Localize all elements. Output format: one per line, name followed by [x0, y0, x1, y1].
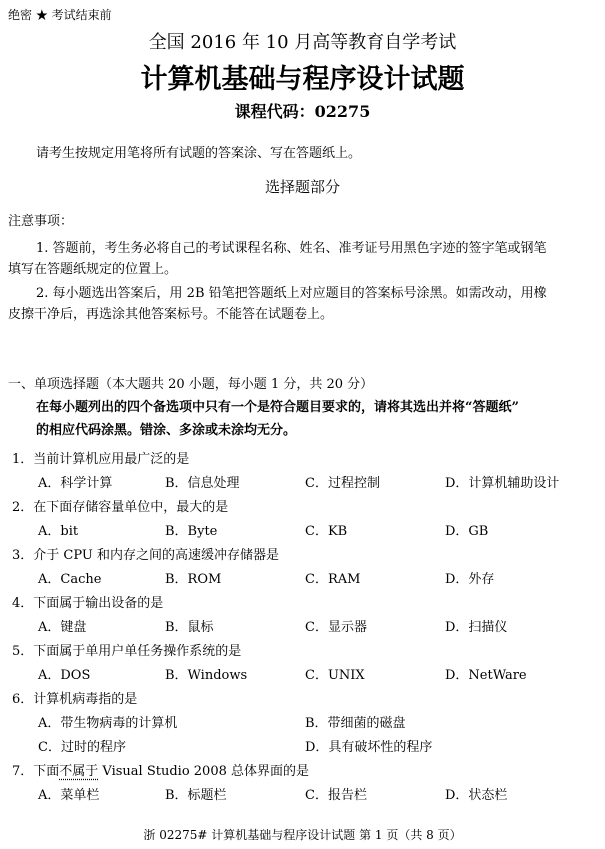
option-d: D．状态栏 [445, 788, 508, 803]
option-a: A．键盘 [38, 620, 87, 635]
note-line: 1. 答题前，考生务必将自己的考试课程名称、姓名、准考证号用黑色字迹的签字笔或钢笔 [36, 241, 547, 256]
question-stem [12, 760, 309, 779]
question-stem-suffix: Visual Studio 2008 总体界面的是 [98, 764, 309, 779]
note-line: 填写在答题纸规定的位置上。 [8, 262, 178, 277]
course-code: 课程代码：02275 [234, 102, 371, 121]
option-d: D．具有破坏性的程序 [305, 740, 433, 755]
part1-title: 一、单项选择题（本大题共 20 小题，每小题 1 分，共 20 分） [8, 377, 374, 392]
question-stem: 1．当前计算机应用最广泛的是 [12, 452, 190, 467]
option-c: C．RAM [305, 572, 361, 587]
option-b: B．标题栏 [165, 788, 227, 803]
section-heading: 选择题部分 [264, 178, 340, 196]
option-a: A．带生物病毒的计算机 [38, 716, 178, 731]
option-c: C．过程控制 [305, 476, 380, 491]
option-b: B．信息处理 [165, 476, 240, 491]
option-a: A．科学计算 [38, 476, 113, 491]
option-c: C．显示器 [305, 620, 367, 635]
question-stem: 2．在下面存储容量单位中，最大的是 [12, 500, 229, 515]
option-d: D．GB [445, 524, 489, 539]
option-c: C．过时的程序 [38, 740, 126, 755]
option-d: D．扫描仪 [445, 620, 508, 635]
option-b: B．鼠标 [165, 620, 214, 635]
note-line: 皮擦干净后，再选涂其他答案标号。不能答在试题卷上。 [8, 307, 334, 322]
secret-mark: 绝密 ★ 考试结束前 [8, 8, 112, 22]
option-a: A．DOS [38, 668, 91, 683]
option-a: A．bit [38, 524, 79, 539]
option-c: C．UNIX [305, 668, 365, 683]
exam-title: 全国 2016 年 10 月高等教育自学考试 [148, 32, 457, 53]
page-footer: 浙 02275# 计算机基础与程序设计试题 第 1 页（共 8 页） [143, 828, 462, 842]
option-c: C．报告栏 [305, 788, 367, 803]
question-stem-prefix: 7．下面 [12, 764, 60, 779]
option-b: B．带细菌的磁盘 [305, 716, 406, 731]
emphasis-text: 不属于 [59, 764, 99, 779]
part1-instruction: 的相应代码涂黑。错涂、多涂或未涂均无分。 [36, 423, 297, 438]
option-a: A．菜单栏 [38, 788, 100, 803]
part1-instruction: 在每小题列出的四个备选项中只有一个是符合题目要求的，请将其选出并将“答题纸” [36, 400, 519, 415]
question-stem: 4．下面属于输出设备的是 [12, 596, 164, 611]
intro-text: 请考生按规定用笔将所有试题的答案涂、写在答题纸上。 [36, 146, 362, 161]
question-stem: 3．介于 CPU 和内存之间的高速缓冲存储器是 [12, 548, 279, 563]
option-d: D．外存 [445, 572, 495, 587]
option-d: D．NetWare [445, 668, 527, 683]
notes-heading: 注意事项： [8, 214, 74, 229]
option-b: B．Byte [165, 524, 218, 539]
option-b: B．Windows [165, 668, 248, 683]
question-stem: 6．计算机病毒指的是 [12, 692, 138, 707]
option-a: A．Cache [38, 572, 102, 587]
paper-title: 计算机基础与程序设计试题 [140, 64, 465, 95]
option-c: C．KB [305, 524, 348, 539]
note-line: 2. 每小题选出答案后，用 2B 铅笔把答题纸上对应题目的答案标号涂黑。如需改动，用橡 [36, 286, 547, 301]
question-stem: 5．下面属于单用户单任务操作系统的是 [12, 644, 242, 659]
option-b: B．ROM [165, 572, 222, 587]
option-d: D．计算机辅助设计 [445, 476, 560, 491]
